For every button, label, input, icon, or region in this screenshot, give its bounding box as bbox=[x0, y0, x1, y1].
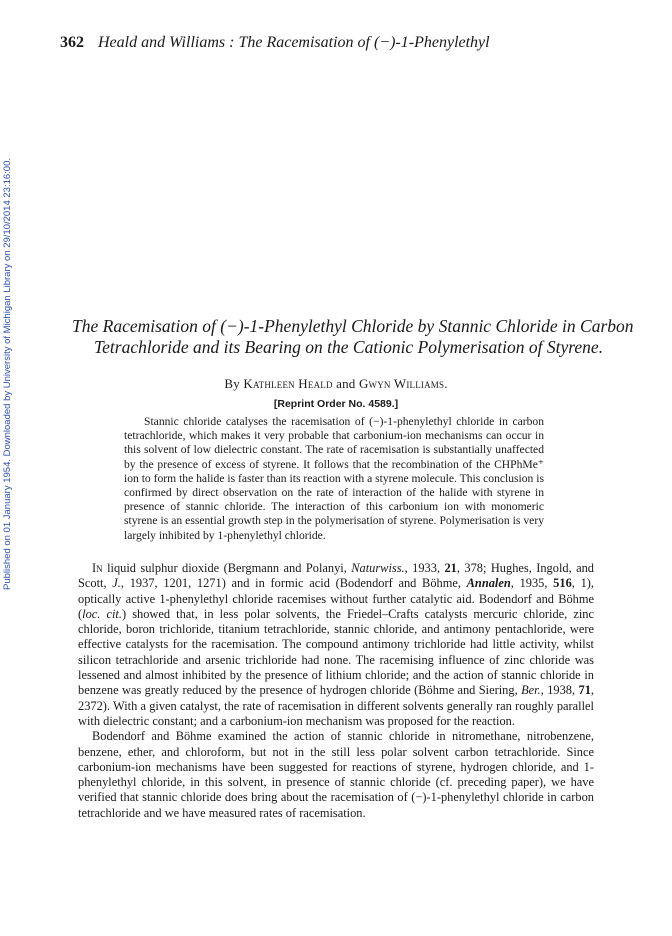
author-1: Kathleen Heald bbox=[243, 376, 333, 391]
text-run: , 2372). With a given catalyst, the rate of racemisation in different solvents generally ran roughly parallel with dielectric constant; and a carbonium-ion mechanism was proposed for the reaction. bbox=[78, 683, 594, 728]
volume-ref: 516 bbox=[553, 576, 572, 591]
paragraph-lead-word: In bbox=[92, 561, 103, 575]
download-watermark bbox=[2, 157, 18, 590]
reprint-order: [Reprint Order No. 4589.] bbox=[273, 398, 399, 410]
text-run: , 1935, bbox=[510, 576, 554, 591]
loc-cit: loc. cit. bbox=[82, 606, 122, 621]
text-run: , 1937, 1201, 1271) and in formic acid (Bodendorf and Böhme, bbox=[120, 576, 467, 591]
abstract: Stannic chloride catalyses the racemisation of (−)-1-phenylethyl chloride in carbon tetrachloride, which makes it very probable that carbonium-ion mechanisms can occur in this solvent of low dielectric constant. The rate of racemisation is substantially unaffected by the presence of excess of styrene. It follows that the recombination of the CHPhMe⁺ ion to form the halide is faster than its reaction with a styrene molecule. This conclusion is confirmed by direct observation on the rate of interaction of the halide with styrene in presence of stannic chloride. The interaction of this carbonium ion with monomeric styrene is an essential growth step in the polymerisation of styrene. Polymerisation is very largely inhibited by 1-phenylethyl chloride. bbox=[124, 415, 544, 542]
byline-and: and bbox=[336, 376, 356, 391]
paragraph-1 bbox=[78, 561, 594, 729]
watermark-text: Published on 01 January 1954. Downloaded by University of Michigan Library on 29/10/2014 23:16:00. bbox=[2, 157, 13, 590]
body-text bbox=[78, 561, 594, 821]
journal-ref: J. bbox=[112, 576, 121, 591]
running-head bbox=[60, 34, 620, 52]
running-head-title: Heald and Williams : The Racemisation of (−)-1-Phenylethyl bbox=[98, 34, 490, 51]
journal-ref: Ber. bbox=[521, 683, 541, 698]
journal-ref: Annalen bbox=[466, 576, 511, 591]
paragraph-2: Bodendorf and Böhme examined the action of stannic chloride in nitromethane, nitrobenzene, benzene, ether, and chloroform, but not in the still less polar solvent carbon tetrachloride. Since carbonium-ion mechanisms have been suggested for reactions of styrene, hydrogen chloride, and 1-phenylethyl chloride, in this solvent, in presence of stannic chloride (cf. preceding paper), we have verified that stannic chloride does bring about the racemisation of (−)-1-phenylethyl chloride in carbon tetrachloride and we have measured rates of racemisation. bbox=[78, 729, 594, 820]
byline bbox=[0, 376, 672, 392]
text-run: ) showed that, in less polar solvents, the Friedel–Crafts catalysts mercuric chloride, zinc chloride, boron trichloride, titanium tetrachloride, stannic chloride, and antimony pentachloride, were effective catalysts for the racemisation. The compound antimony trichloride had little activity, whilst silicon tetrachloride and arsenic trichloride had none. The racemising influence of zinc chloride was lessened and almost inhibited by the presence of lithium chloride; and the action of stannic chloride in benzene was greatly reduced by the presence of hydrogen chloride (Böhme and Siering, bbox=[78, 606, 594, 698]
text-run: , 1933, bbox=[404, 561, 445, 575]
author-2: Gwyn Williams. bbox=[358, 376, 448, 391]
text-run: , 1938, bbox=[540, 683, 579, 698]
journal-ref: Naturwiss. bbox=[351, 561, 405, 575]
page-number: 362 bbox=[60, 34, 84, 51]
article-title: The Racemisation of (−)-1-Phenylethyl Chloride by Stannic Chloride in Carbon Tetrachloride and its Bearing on the Cationic Polymerisation of Styrene. bbox=[72, 316, 634, 357]
volume-ref: 71 bbox=[578, 683, 591, 698]
byline-by: By bbox=[224, 376, 240, 391]
text-run: liquid sulphur dioxide (Bergmann and Polanyi, bbox=[102, 561, 352, 575]
volume-ref: 21 bbox=[444, 561, 457, 575]
text-run: , 1), optically active 1-phenylethyl chloride racemises without further catalytic aid. Bodendorf and Böhme ( bbox=[78, 576, 595, 621]
text-run: , 378; Hughes, Ingold, and Scott, bbox=[78, 561, 595, 591]
